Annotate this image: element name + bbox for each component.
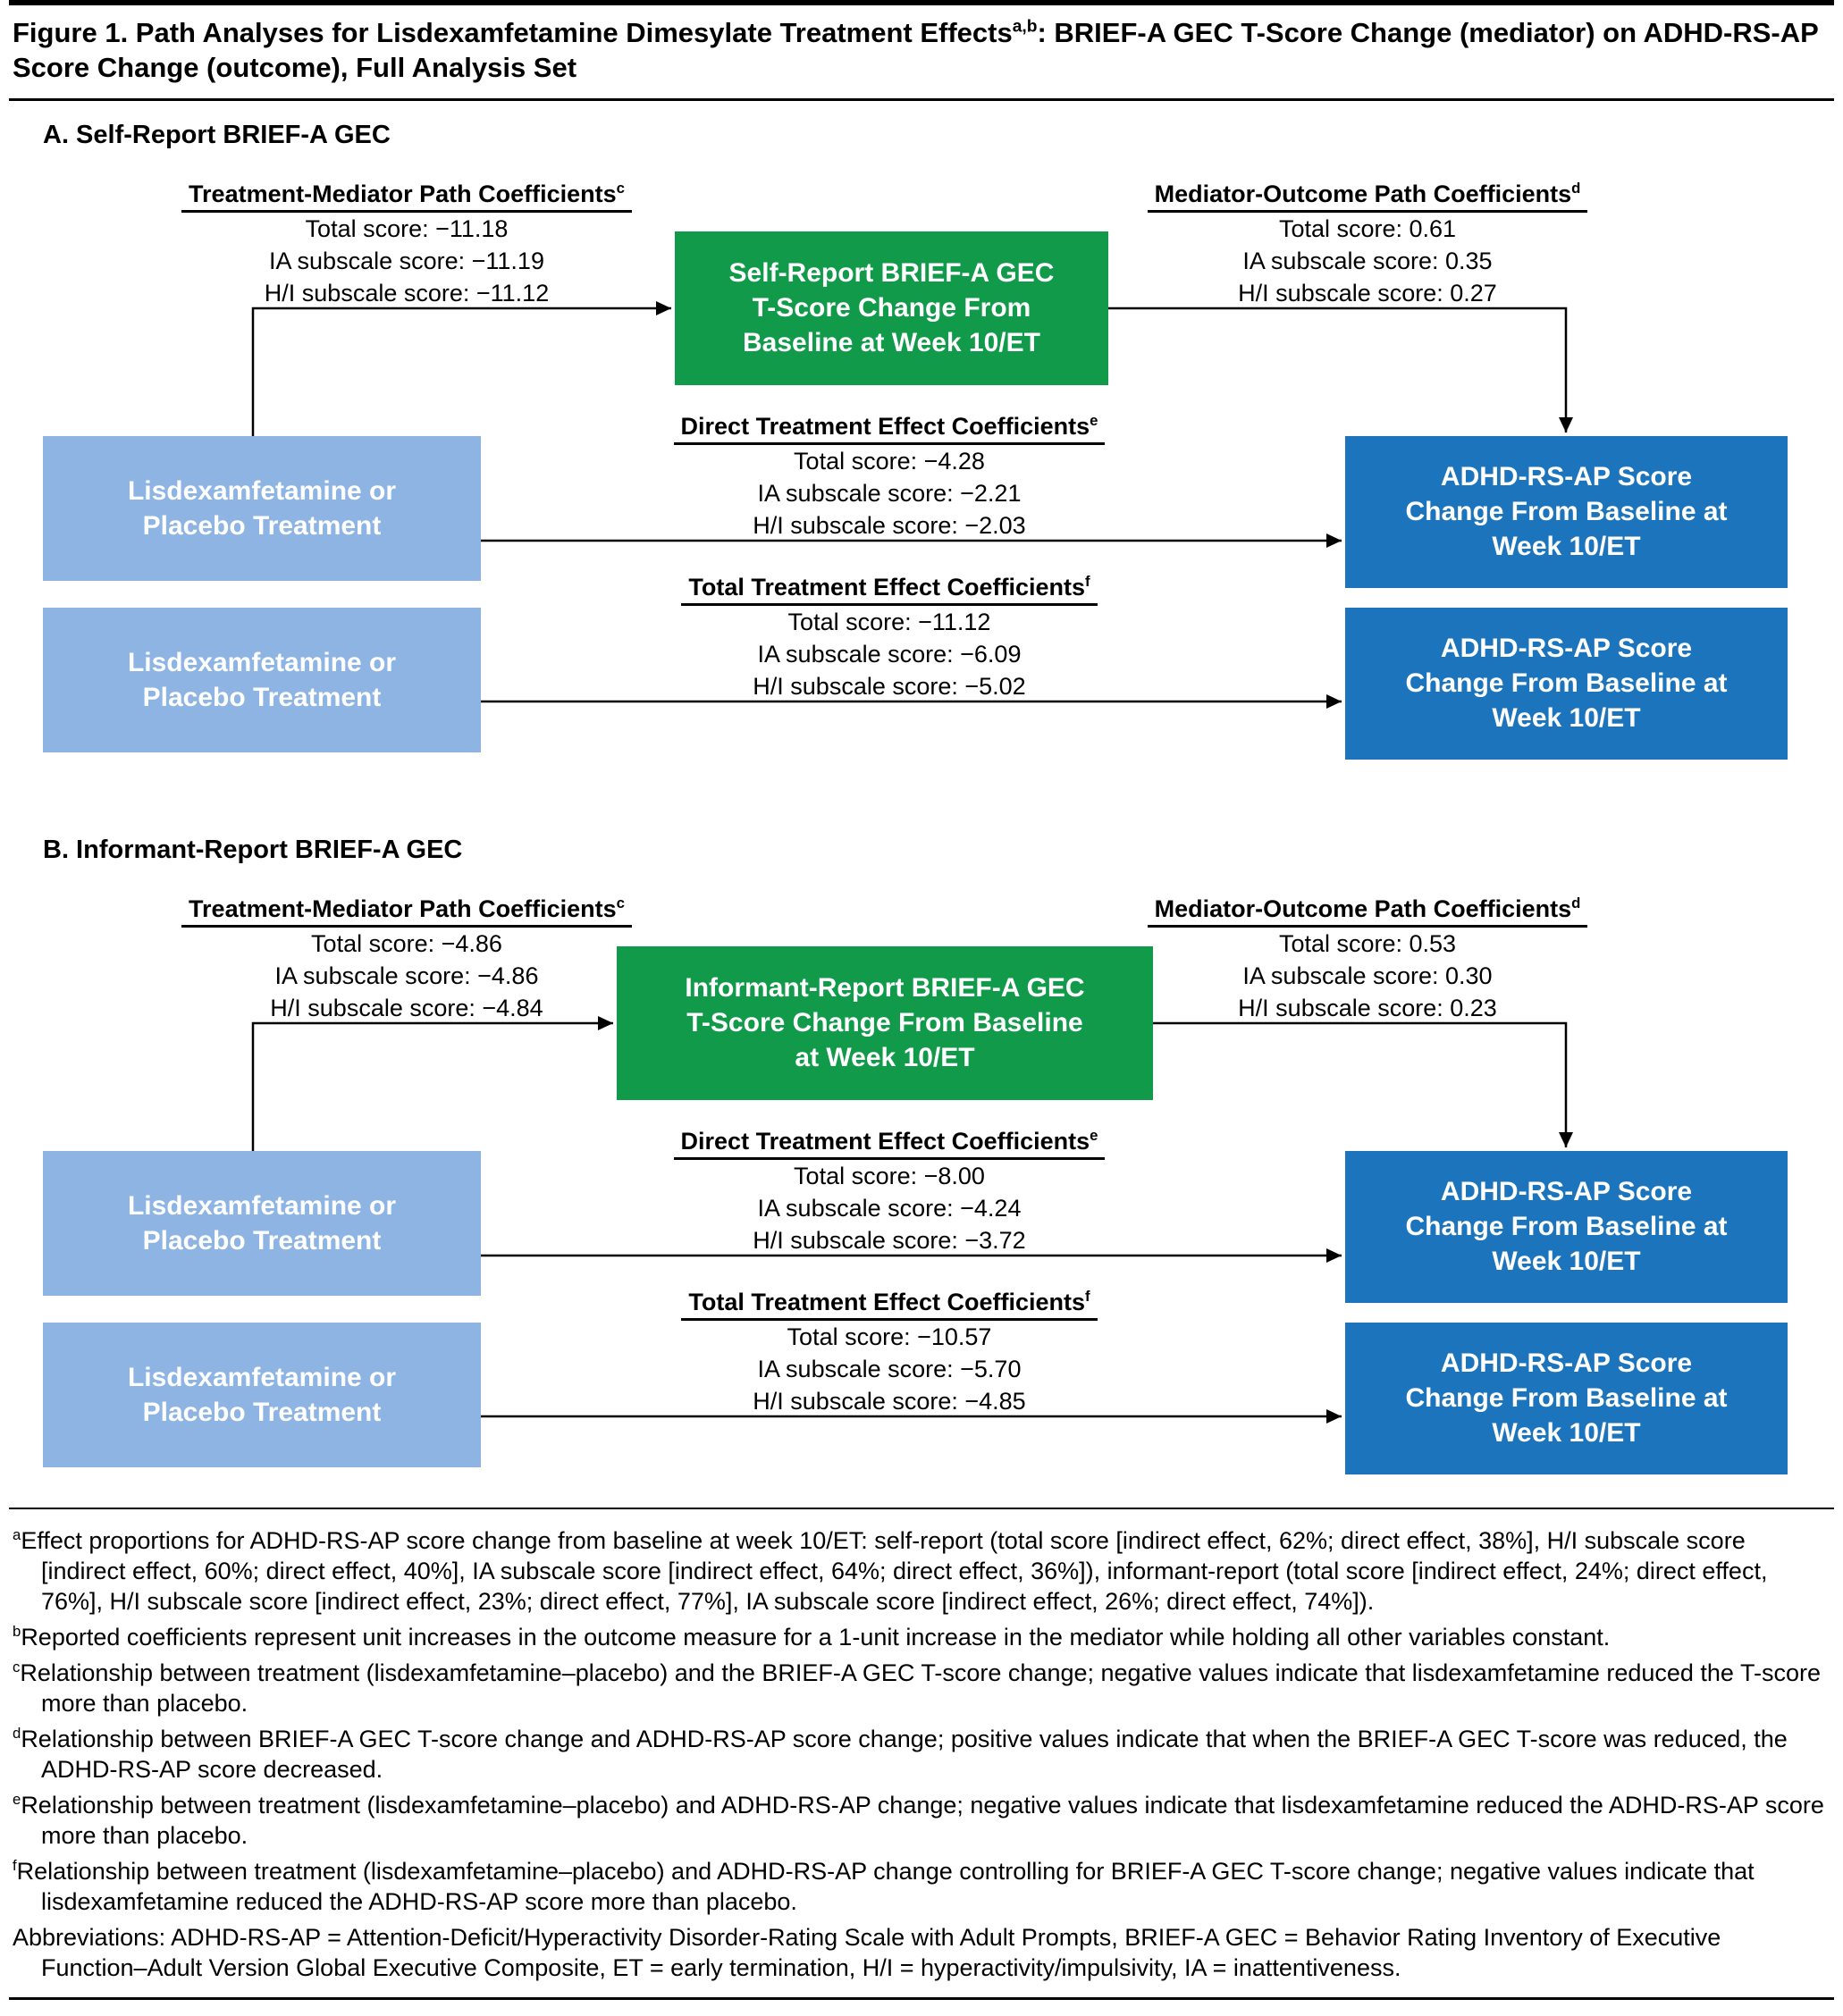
direct-effect-coefficients [626,405,1153,542]
footnote-marker-d: d [1571,179,1581,197]
abbreviations-text: Abbreviations: ADHD-RS-AP = Attention-Deficit/Hyperactivity Disorder-Rating Scale with Adult Prompts, BRIEF-A GEC = Behavior Rating Inventory of Executive Function–Adult Version Global Executive Composite, ET = early termination, H/I = hyperactivity/impulsivity, IA = inattentiveness. [13,1923,1721,1981]
outcome-box-line: Week 10/ET [1492,1247,1641,1276]
footnote-marker-e: e [1090,1126,1098,1144]
heading-text: Total Treatment Effect Coefficients [688,573,1085,601]
treatment-box-2 [43,608,481,752]
treatment-box-1 [43,436,481,581]
footnote-marker-c: c [616,894,625,911]
heading-text: Total Treatment Effect Coefficients [688,1288,1085,1315]
footnote-a-marker: a [13,1525,21,1543]
coefficient-line: Total score: −10.57 [787,1323,992,1350]
total-effect-heading [681,1281,1097,1321]
treatment-box-2 [43,1323,481,1467]
coefficient-line: IA subscale score: −4.24 [757,1194,1022,1222]
footnote-b-marker: b [13,1622,21,1640]
heading-text: Mediator-Outcome Path Coefficients [1154,180,1572,207]
abbreviations-note [13,1917,1830,1983]
outcome-box-line: Change From Baseline at [1405,1383,1728,1413]
footnote-c [13,1652,1830,1718]
total-effect-heading [681,566,1097,606]
footnote-b [13,1617,1830,1652]
footnote-f-text: Relationship between treatment (lisdexamfetamine–placebo) and ADHD-RS-AP change controlling for BRIEF-A GEC T-score change; negative values indicate that lisdexamfetamine reduced the ADHD-RS-AP score more than placebo. [16,1857,1755,1915]
coefficient-line: H/I subscale score: −4.85 [753,1387,1026,1415]
coefficient-line: IA subscale score: 0.35 [1242,247,1493,274]
footnote-e-text: Relationship between treatment (lisdexamfetamine–placebo) and ADHD-RS-AP change; negative values indicate that lisdexamfetamine reduced the ADHD-RS-AP score more than placebo. [21,1791,1824,1849]
treatment-box-line: Placebo Treatment [142,682,382,712]
coefficient-line: Total score: 0.61 [1278,214,1457,242]
treatment-box-line: Lisdexamfetamine or [127,647,397,677]
outcome-box-line: ADHD-RS-AP Score [1440,634,1693,663]
mediator-outcome-coefficients [1104,172,1631,309]
footnote-a-text: Effect proportions for ADHD-RS-AP score change from baseline at week 10/ET: self-report (total score [indirect effect, 62%; direct effect, 38%], H/I subscale score [indirect effect, 60%; direct effect, 40%], IA subscale score [indirect effect, 64%; direct effect, 36%]), informant-report (total score [indirect effect, 24%; direct effect, 76%], H/I subscale score [indirect effect, 23%; direct effect, 77%], IA subscale score [indirect effect, 26%; direct effect, 74%]). [21,1526,1768,1615]
direct-effect-heading [674,1120,1106,1160]
mediator-to-outcome-arrow [1153,1023,1566,1147]
coefficient-line: H/I subscale score: −11.12 [264,279,550,307]
total-effect-coefficients [626,1281,1153,1417]
mediator-outcome-heading [1148,887,1588,928]
figure-title-text-continued: : BRIEF-A GEC T-Score Change (mediator) on ADHD-RS-AP Score Change (outcome), Full Analysis Set [13,17,1819,83]
footnote-b-text: Reported coefficients represent unit increases in the outcome measure for a 1-unit increase in the mediator while holding all other variables constant. [21,1623,1611,1651]
treatment-to-mediator-arrow [253,1023,613,1151]
footnote-marker-c: c [616,179,625,197]
mediator-box-line: T-Score Change From [752,293,1031,323]
coefficient-line: Total score: −8.00 [794,1162,985,1189]
footnote-d-marker: d [13,1724,21,1742]
treatment-box-line: Placebo Treatment [142,510,382,541]
outcome-box-line: ADHD-RS-AP Score [1440,462,1693,491]
coefficient-line: H/I subscale score: −3.72 [753,1226,1026,1254]
treatment-mediator-heading [181,172,632,213]
mediator-outcome-coefficients [1104,887,1631,1024]
treatment-box-line: Placebo Treatment [142,1397,382,1427]
footnote-d [13,1718,1830,1785]
coefficient-line: IA subscale score: −2.21 [757,479,1022,507]
coefficient-line: Total score: −4.28 [794,447,985,475]
coefficient-line: H/I subscale score: −4.84 [270,994,543,1021]
outcome-box-1 [1345,436,1788,588]
treatment-box-1 [43,1151,481,1296]
mediator-box-line: T-Score Change From Baseline [686,1008,1083,1037]
panel-a-diagram [9,150,1834,771]
coefficient-line: H/I subscale score: 0.23 [1238,994,1497,1021]
mediator-to-outcome-arrow [1108,308,1566,433]
coefficient-line: Total score: −4.86 [311,929,502,957]
panel-b-diagram [9,865,1834,1486]
treatment-to-mediator-arrow [253,308,671,436]
figure-title-text: Figure 1. Path Analyses for Lisdexamfetamine Dimesylate Treatment Effects [13,17,1013,48]
outcome-box-1 [1345,1151,1788,1303]
direct-effect-coefficients [626,1120,1153,1256]
footnote-marker-f: f [1085,1287,1090,1305]
treatment-mediator-coefficients [143,887,670,1024]
coefficient-line: IA subscale score: −6.09 [757,640,1022,668]
heading-text: Direct Treatment Effect Coefficients [680,1127,1090,1155]
coefficient-line: IA subscale score: −4.86 [274,962,539,989]
outcome-box-line: ADHD-RS-AP Score [1440,1177,1693,1206]
coefficient-line: IA subscale score: −11.19 [269,247,544,274]
outcome-box-line: Change From Baseline at [1405,668,1728,698]
outcome-box-line: Change From Baseline at [1405,497,1728,526]
coefficient-line: IA subscale score: 0.30 [1242,962,1493,989]
coefficient-line: IA subscale score: −5.70 [757,1355,1022,1382]
mediator-box-line: Informant-Report BRIEF-A GEC [685,973,1085,1003]
direct-effect-heading [674,405,1106,445]
treatment-box-line: Lisdexamfetamine or [127,1190,397,1221]
mediator-outcome-heading [1148,172,1588,213]
treatment-box-line: Lisdexamfetamine or [127,1362,397,1392]
footnote-d-text: Relationship between BRIEF-A GEC T-score change and ADHD-RS-AP score change; positive values indicate that when the BRIEF-A GEC T-score was reduced, the ADHD-RS-AP score decreased. [21,1725,1788,1783]
footnote-marker-e: e [1090,411,1098,429]
outcome-box-line: Week 10/ET [1492,532,1641,561]
coefficient-line: Total score: −11.12 [787,608,991,635]
footnote-c-marker: c [13,1658,21,1676]
footnote-e [13,1785,1830,1851]
heading-text: Direct Treatment Effect Coefficients [680,412,1090,440]
footnote-e-marker: e [13,1790,21,1808]
footnote-a [13,1520,1830,1617]
coefficient-line: H/I subscale score: −5.02 [753,672,1026,700]
heading-text: Mediator-Outcome Path Coefficients [1154,895,1572,922]
figure-title [9,0,1834,101]
figure-footnotes [9,1508,1834,2000]
outcome-box-line: Change From Baseline at [1405,1212,1728,1241]
mediator-box-line: Self-Report BRIEF-A GEC [728,258,1055,288]
outcome-box-2 [1345,1323,1788,1474]
panel-a-label: A. Self-Report BRIEF-A GEC [43,120,391,149]
treatment-mediator-heading [181,887,632,928]
outcome-box-line: Week 10/ET [1492,703,1641,733]
figure-title-footnote-marker: a,b [1012,17,1038,37]
coefficient-line: Total score: −11.18 [305,214,509,242]
mediator-box [617,946,1153,1100]
treatment-box-line: Placebo Treatment [142,1225,382,1256]
heading-text: Treatment-Mediator Path Coefficients [189,180,617,207]
panel-b-label: B. Informant-Report BRIEF-A GEC [43,835,463,864]
treatment-mediator-coefficients [143,172,670,309]
mediator-box [675,231,1108,385]
footnote-f [13,1851,1830,1917]
footnote-f-marker: f [13,1856,17,1874]
outcome-box-line: Week 10/ET [1492,1418,1641,1448]
total-effect-coefficients [626,566,1153,702]
mediator-box-line: Baseline at Week 10/ET [743,328,1040,357]
treatment-box-line: Lisdexamfetamine or [127,475,397,506]
footnote-c-text: Relationship between treatment (lisdexamfetamine–placebo) and the BRIEF-A GEC T-score change; negative values indicate that lisdexamfetamine reduced the T-score more than placebo. [20,1659,1821,1717]
footnote-marker-d: d [1571,894,1581,911]
outcome-box-line: ADHD-RS-AP Score [1440,1348,1693,1378]
coefficient-line: H/I subscale score: 0.27 [1238,279,1497,307]
footnote-marker-f: f [1085,572,1090,590]
coefficient-line: Total score: 0.53 [1278,929,1457,957]
coefficient-line: H/I subscale score: −2.03 [753,511,1026,539]
mediator-box-line: at Week 10/ET [795,1043,975,1072]
heading-text: Treatment-Mediator Path Coefficients [189,895,617,922]
outcome-box-2 [1345,608,1788,760]
